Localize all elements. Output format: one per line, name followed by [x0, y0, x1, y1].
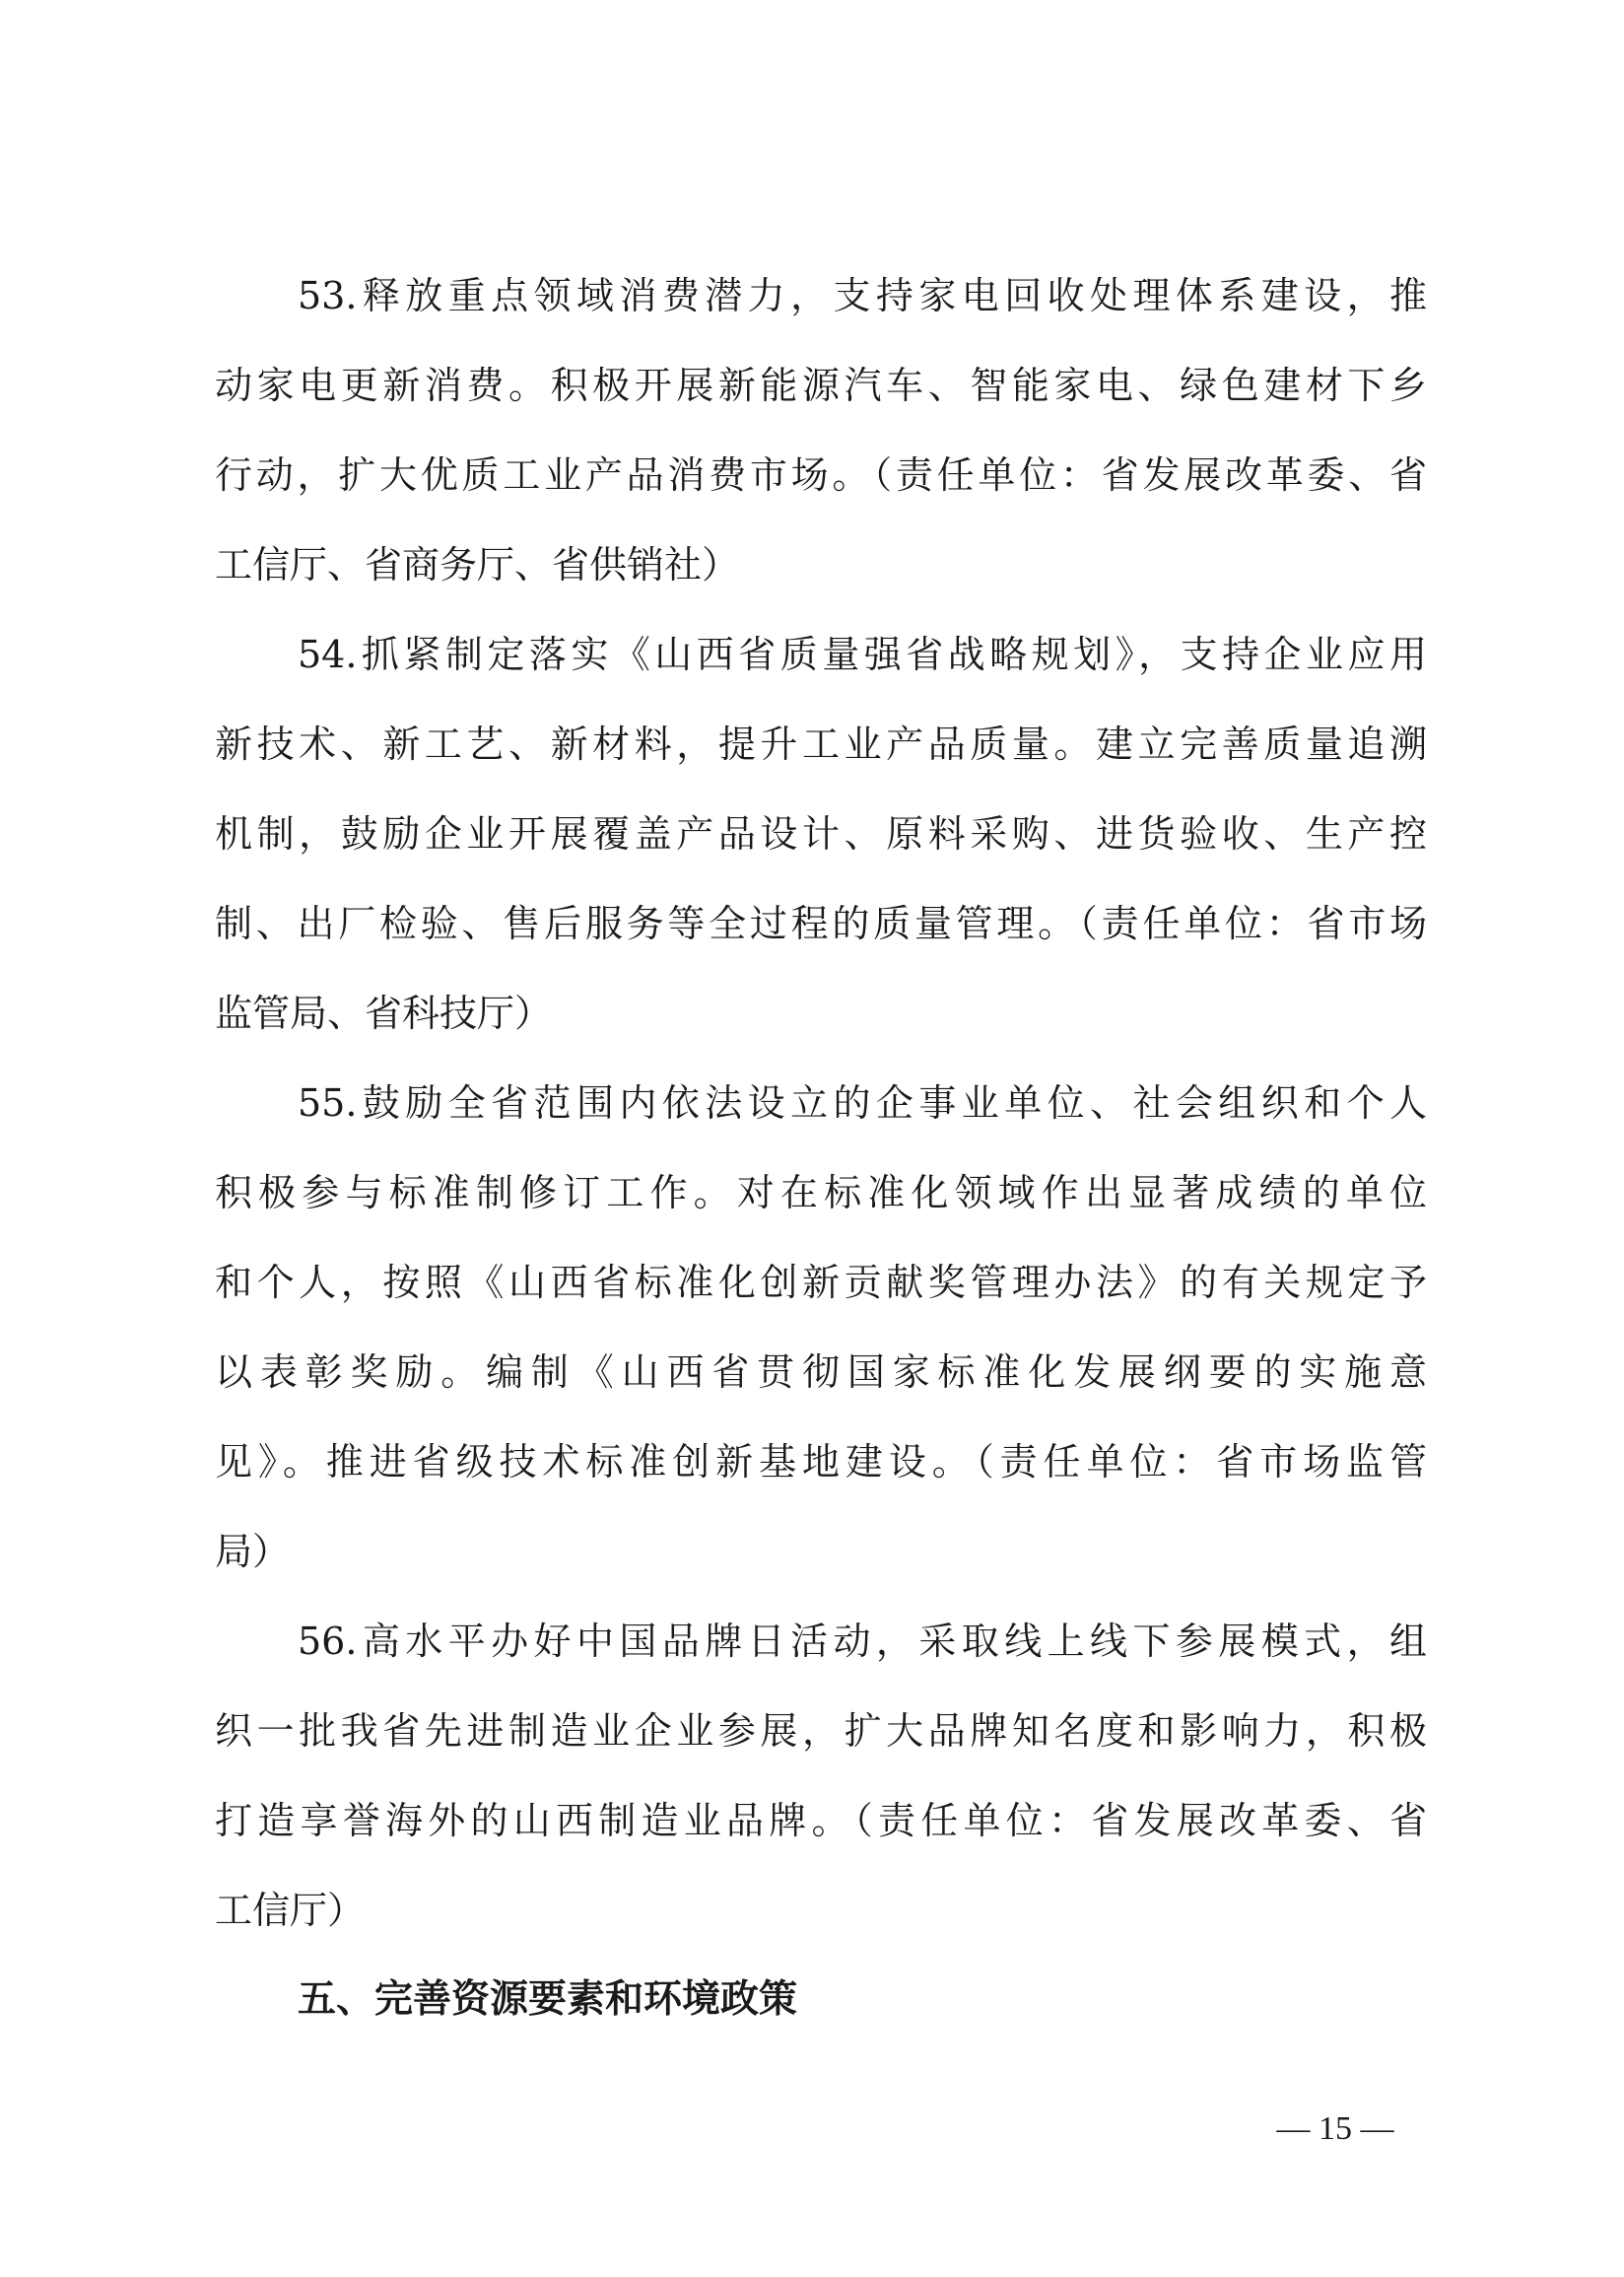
paragraph-line: 机制，鼓励企业开展覆盖产品设计、原料采购、进货验收、生产控: [215, 812, 1427, 856]
paragraph-line: 和个人，按照《山西省标准化创新贡献奖管理办法》的有关规定予: [215, 1261, 1427, 1304]
paragraph-line: 织一批我省先进制造业企业参展，扩大品牌知名度和影响力，积极: [215, 1709, 1427, 1753]
paragraph-line: 动家电更新消费。积极开展新能源汽车、智能家电、绿色建材下乡: [215, 364, 1427, 407]
paragraph-line: 以表彰奖励。编制《山西省贯彻国家标准化发展纲要的实施意: [215, 1350, 1427, 1394]
paragraph-line: 行动，扩大优质工业产品消费市场。（责任单位：省发展改革委、省: [215, 453, 1427, 497]
paragraph-line: 积极参与标准制修订工作。对在标准化领域作出显著成绩的单位: [215, 1171, 1427, 1214]
paragraph-line: 监管局、省科技厅）: [215, 992, 553, 1035]
paragraph-line: 制、出厂检验、售后服务等全过程的质量管理。（责任单位：省市场: [215, 902, 1427, 945]
paragraph-line: 见》。推进省级技术标准创新基地建设。（责任单位：省市场监管: [215, 1440, 1427, 1484]
paragraph-line: 56.高水平办好中国品牌日活动，采取线上线下参展模式，组: [298, 1620, 1427, 1663]
page-number: — 15 —: [1276, 2110, 1394, 2147]
paragraph-line: 打造享誉海外的山西制造业品牌。（责任单位：省发展改革委、省: [215, 1799, 1427, 1842]
paragraph-line: 局）: [215, 1530, 291, 1573]
paragraph-line: 55.鼓励全省范围内依法设立的企事业单位、社会组织和个人: [298, 1081, 1427, 1125]
paragraph-line: 新技术、新工艺、新材料，提升工业产品质量。建立完善质量追溯: [215, 723, 1427, 766]
paragraph-line: 工信厅、省商务厅、省供销社）: [215, 543, 740, 586]
section-heading: 五、完善资源要素和环境政策: [298, 1977, 798, 2022]
paragraph-line: 工信厅）: [215, 1889, 366, 1932]
paragraph-line: 54.抓紧制定落实《山西省质量强省战略规划》，支持企业应用: [298, 633, 1427, 676]
paragraph-line: 53.释放重点领域消费潜力，支持家电回收处理体系建设，推: [298, 274, 1427, 317]
